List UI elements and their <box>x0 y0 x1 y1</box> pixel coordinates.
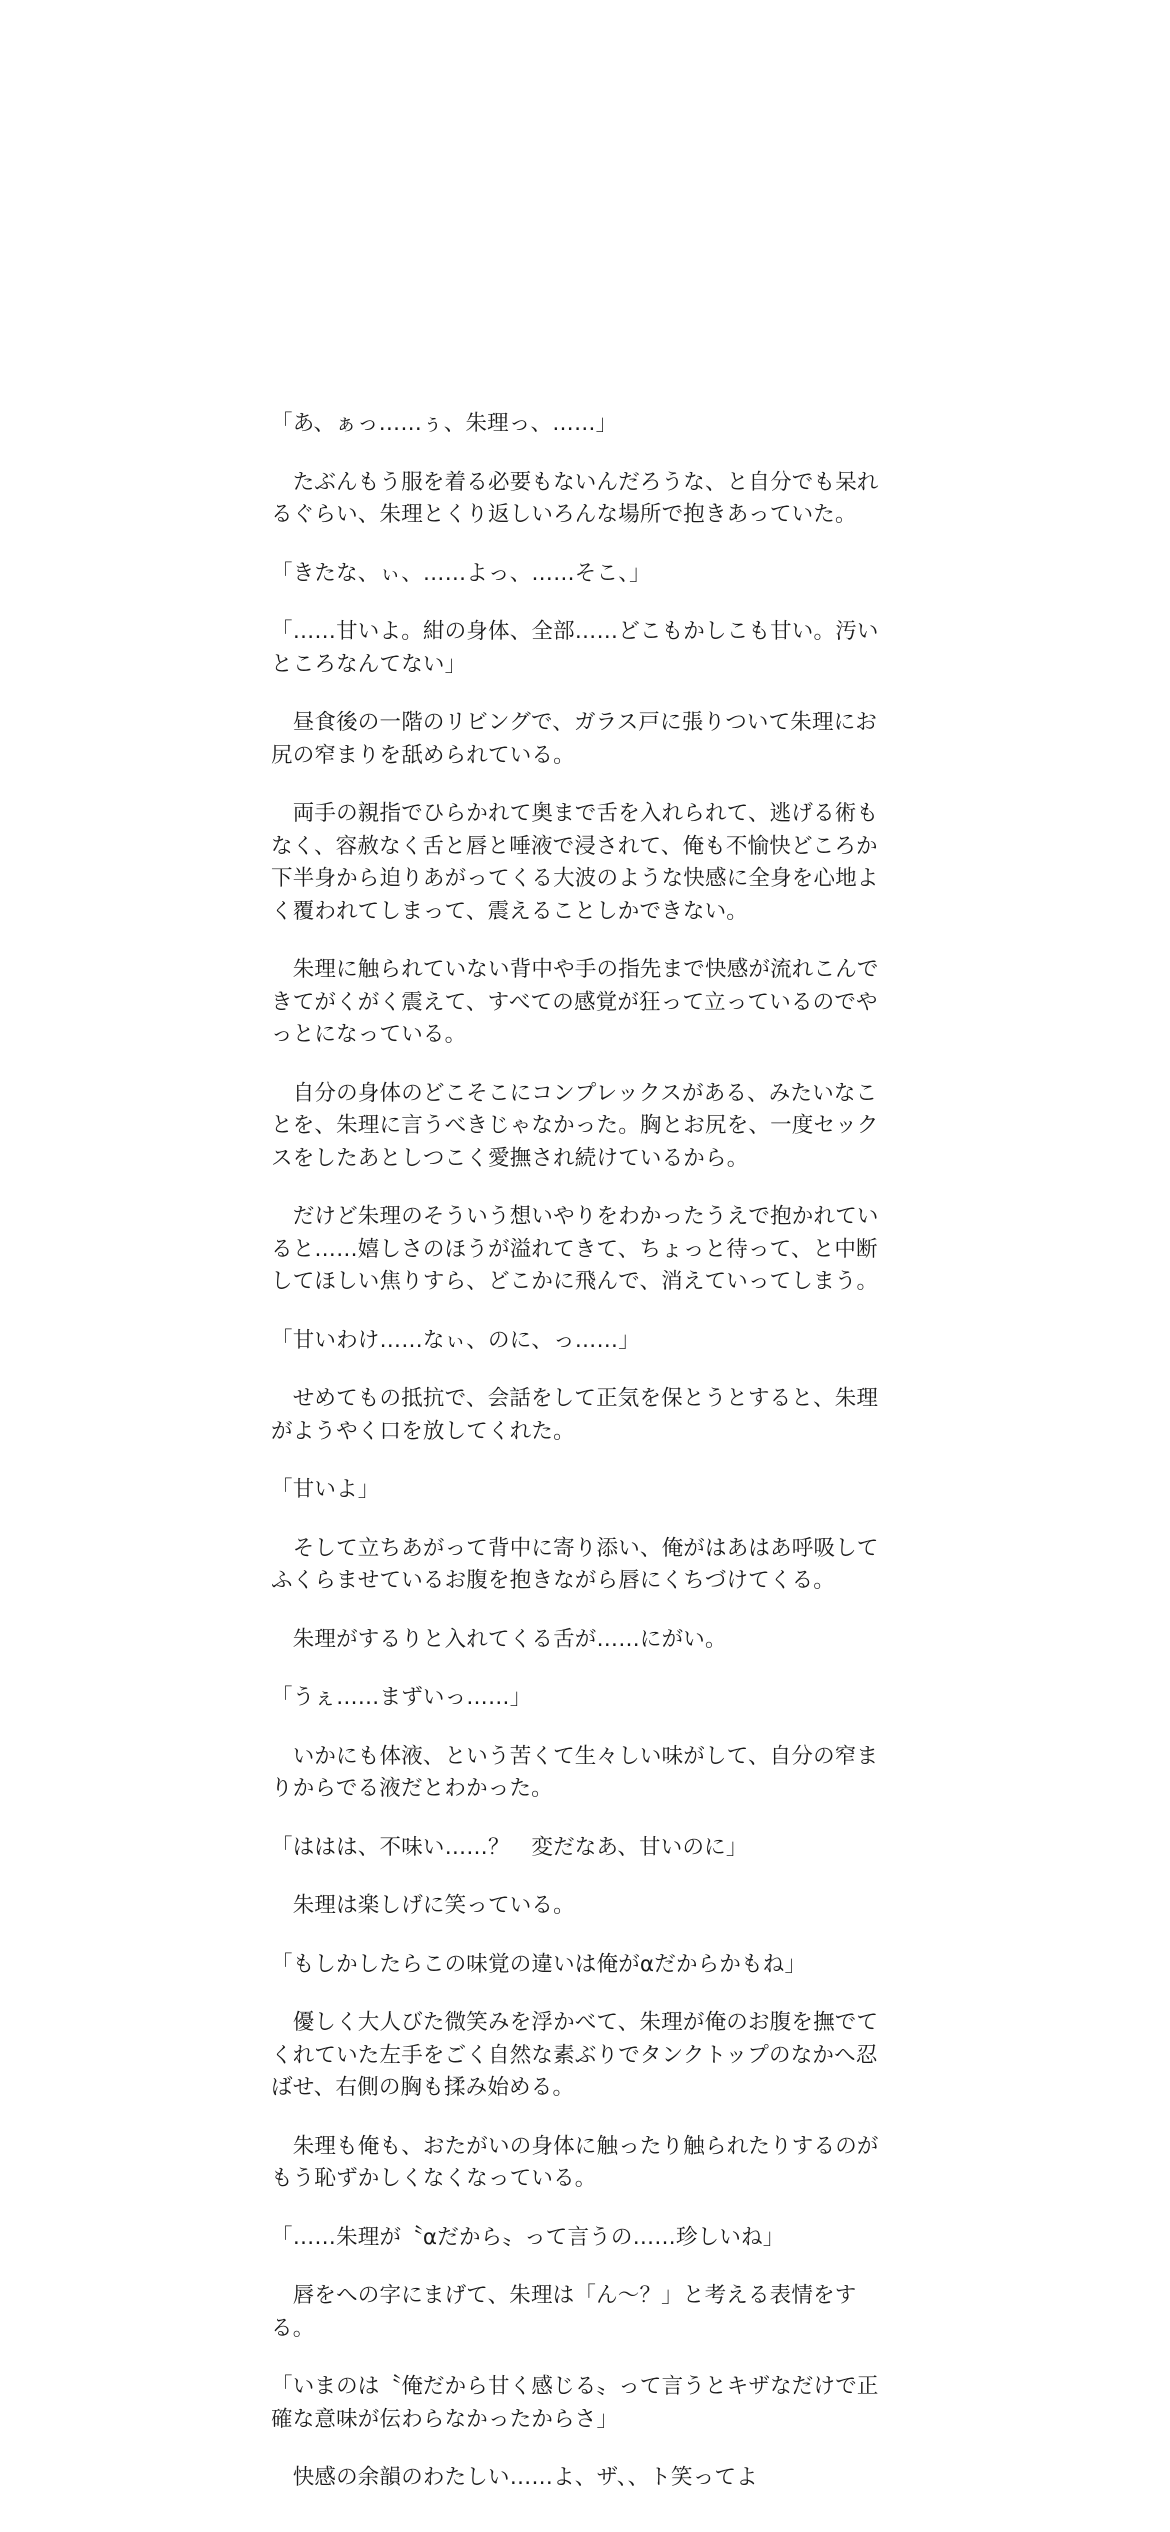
paragraph-14: 朱理がするりと入れてくる舌が……にがい。 <box>271 1626 727 1652</box>
paragraph-2: たぶんもう服を着る必要もないんだろうな、と自分でも呆れるぐらい、朱理とくり返しいろんな場所で抱きあっていた。 <box>271 469 879 527</box>
paragraph-7: 朱理に触られていない背中や手の指先まで快感が流れこんできてがくがく震えて、すべての感覚が狂って立っているのでやっとになっている。 <box>271 957 879 1047</box>
paragraph-13: そして立ちあがって背中に寄り添い、俺がはあはあ呼吸してふくらませているお腹を抱きながら唇にくちづけてくる。 <box>271 1535 879 1593</box>
paragraph-24: 「いまのは〝俺だから甘く感じる〟って言うとキザなだけで正確な意味が伝わらなかったからさ」 <box>271 2374 879 2432</box>
paragraph-5: 昼食後の一階のリビングで、ガラス戸に張りついて朱理にお尻の窄まりを舐められている。 <box>271 710 878 768</box>
paragraph-23: 唇をへの字にまげて、朱理は「ん～？」と考える表情をする。 <box>271 2283 857 2341</box>
paragraph-1: 「あ、ぁっ……ぅ、朱理っ、……」 <box>271 411 618 436</box>
paragraph-19: 「もしかしたらこの味覚の違いは俺がαだからかもね」 <box>271 1951 807 1977</box>
paragraph-10: 「甘いわけ……なぃ、のに、っ……」 <box>271 1327 640 1353</box>
paragraph-15: 「うぇ……まずいっ……」 <box>271 1685 532 1710</box>
paragraph-4: 「……甘いよ。紺の身体、全部……どこもかしこも甘い。汚いところなんてない」 <box>271 619 879 677</box>
paragraph-17: 「ははは、不味い……？ 変だなあ、甘いのに」 <box>271 1834 748 1860</box>
paragraph-9: だけど朱理のそういう想いやりをわかったうえで抱かれていると……嬉しさのほうが溢れてきて、ちょっと待って、と中断してほしい焦りすら、どこかに飛んで、消えていってしまう。 <box>271 1204 879 1294</box>
paragraph-21: 朱理も俺も、おたがいの身体に触ったり触られたりするのがもう恥ずかしくなくなっている。 <box>271 2133 879 2191</box>
paragraph-18: 朱理は楽しげに笑っている。 <box>271 1893 575 1918</box>
paragraph-12: 「甘いよ」 <box>271 1477 380 1502</box>
paragraph-22: 「……朱理が〝αだから〟って言うの……珍しいね」 <box>271 2224 785 2250</box>
text-column <box>271 408 891 2521</box>
paragraph-20: 優しく大人びた微笑みを浮かべて、朱理が俺のお腹を撫でてくれていた左手をごく自然な素ぶりでタンクトップのなかへ忍ばせ、右側の胸も揉み始める。 <box>271 2010 879 2100</box>
paragraph-16: いかにも体液、という苦くて生々しい味がして、自分の窄まりからでる液だとわかった。 <box>271 1743 879 1801</box>
paragraph-3: 「きたな、ぃ、……よっ、……そこ、」 <box>271 560 651 586</box>
paragraph-6: 両手の親指でひらかれて奥まで舌を入れられて、逃げる術もなく、容赦なく舌と唇と唾液で浸されて、俺も不愉快どころか下半身から迫りあがってくる大波のような快感に全身を心地よく覆われてしまって、震えることしかできない。 <box>271 801 879 924</box>
paragraph-11: せめてもの抵抗で、会話をして正気を保とうとすると、朱理がようやく口を放してくれた。 <box>271 1386 879 1444</box>
paragraph-25: 快感の余韻のわたしい……よ、ザ、、ト笑ってよ <box>271 2465 758 2490</box>
paragraph-8: 自分の身体のどこそこにコンプレックスがある、みたいなことを、朱理に言うべきじゃなかった。胸とお尻を、一度セックスをしたあとしつこく愛撫され続けているから。 <box>271 1080 879 1171</box>
